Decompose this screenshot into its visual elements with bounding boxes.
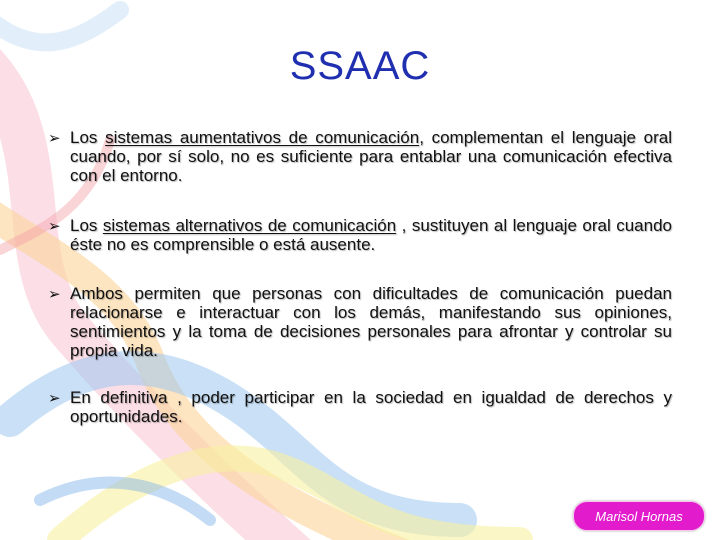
bullet-item	[48, 284, 672, 360]
slide-title: SSAAC	[289, 44, 431, 88]
author-badge: Marisol Hornas	[573, 501, 705, 531]
bullet-text: Los sistemas alternativos de comunicación , sustituyen al lenguaje oral cuando éste no es comprensible o está ausente.	[70, 216, 672, 254]
arrow-bullet-icon: ➢	[48, 286, 61, 303]
bullet-list	[48, 128, 673, 426]
arrow-bullet-icon: ➢	[48, 390, 61, 407]
bullet-item	[48, 388, 672, 426]
bullet-text: Los sistemas aumentativos de comunicación, complementan el lenguaje oral cuando, por sí solo, no es suficiente para entablar una comunicación efectiva con el entorno.	[70, 128, 673, 185]
bullet-item	[48, 128, 672, 185]
term-alternativos: sistemas alternativos de comunicación	[102, 216, 397, 235]
arrow-bullet-icon: ➢	[48, 218, 61, 235]
bullet-text: Ambos permiten que personas con dificultades de comunicación puedan relacionarse e interactuar con los demás, manifestando sus opiniones, sentimientos y la toma de decisiones personales para afrontar y controlar su propia vida.	[70, 284, 672, 360]
wave-light-blue-top	[0, 10, 120, 42]
bullet-item	[48, 216, 672, 254]
term-aumentativos: sistemas aumentativos de comunicación	[105, 128, 420, 147]
arrow-bullet-icon: ➢	[48, 130, 61, 147]
bullet-text: En definitiva , poder participar en la sociedad en igualdad de derechos y oportunidades.	[70, 388, 672, 426]
